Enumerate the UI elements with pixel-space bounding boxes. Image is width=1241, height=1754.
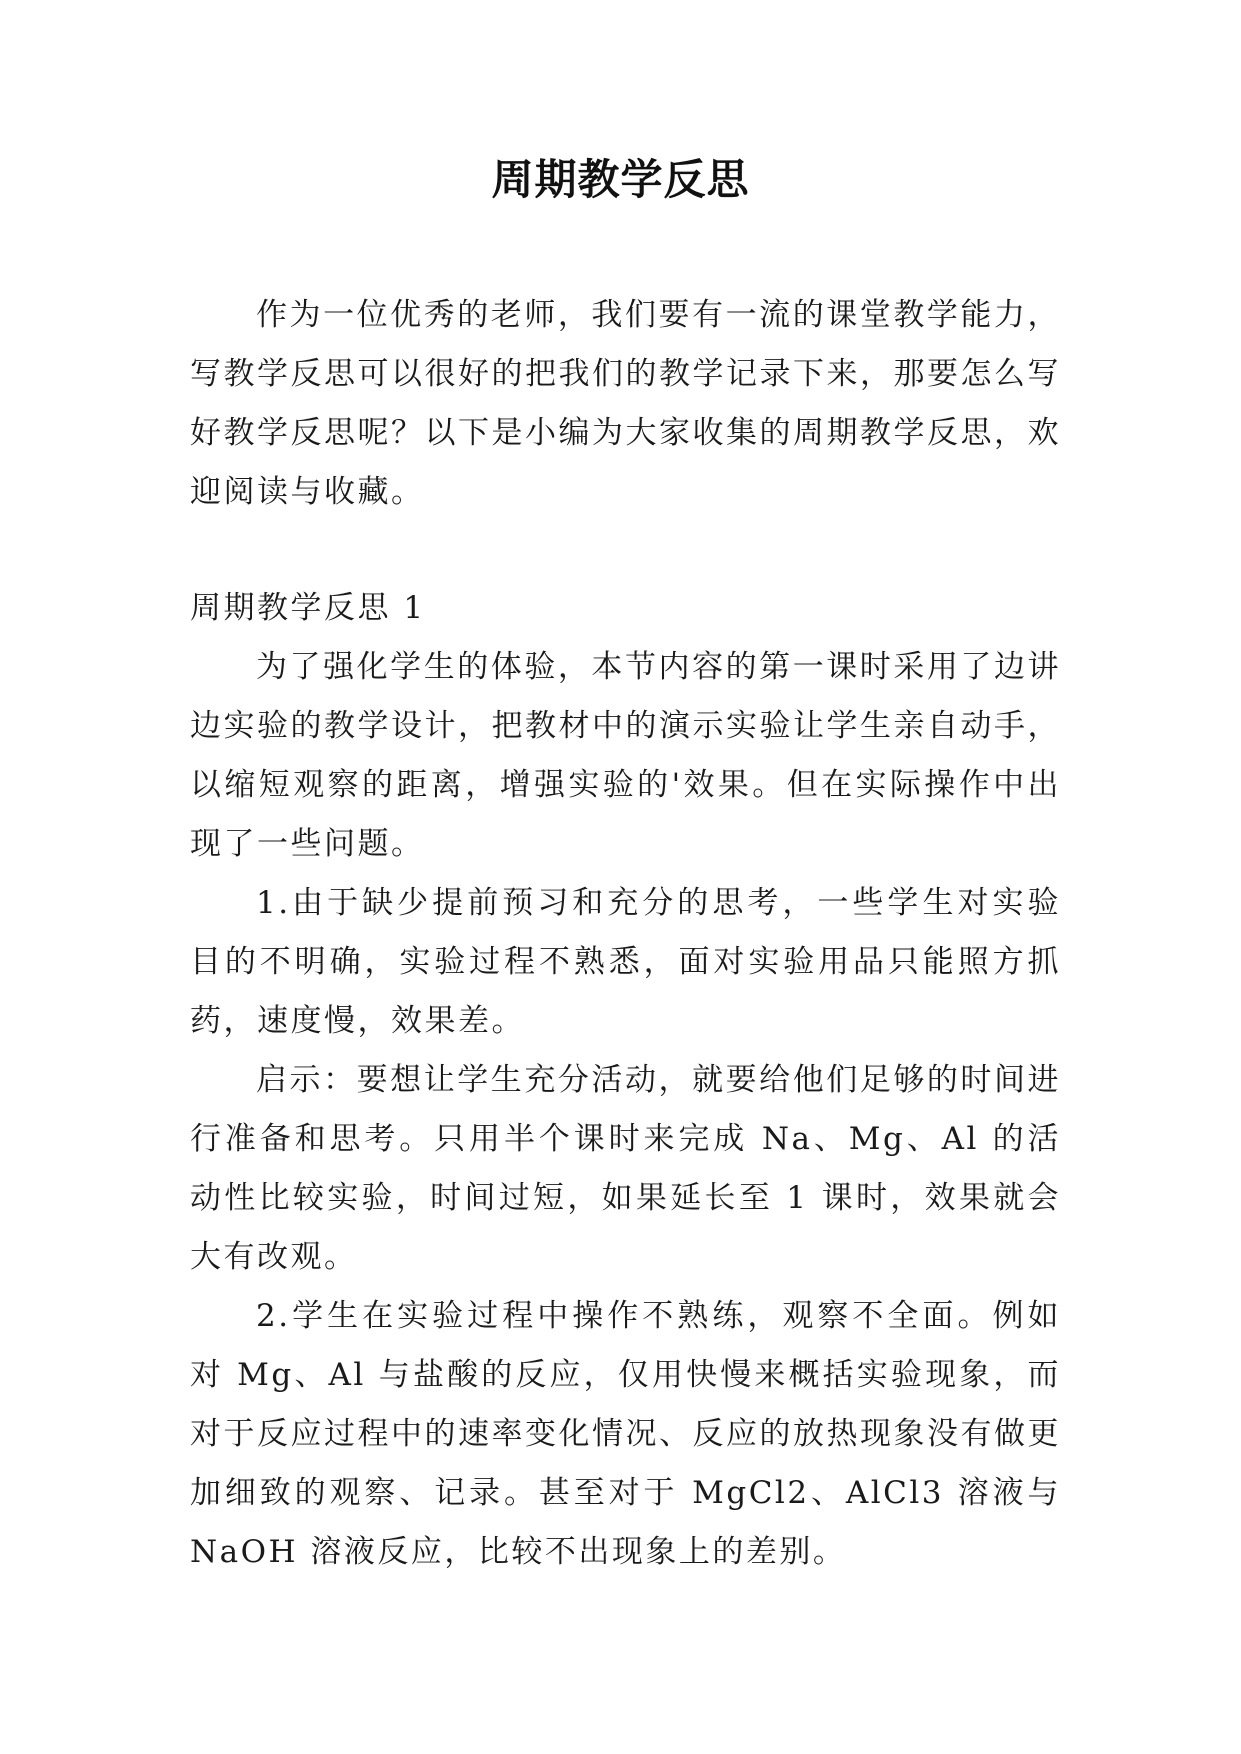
body-paragraph: 1.由于缺少提前预习和充分的思考，一些学生对实验目的不明确，实验过程不熟悉，面对实验用品只能照方抓药，速度慢，效果差。 bbox=[190, 885, 1061, 1039]
intro-paragraph: 作为一位优秀的老师，我们要有一流的课堂教学能力，写教学反思可以很好的把我们的教学记录下来，那要怎么写好教学反思呢？以下是小编为大家收集的周期教学反思，欢迎阅读与收藏。 bbox=[190, 297, 1061, 510]
body-paragraph: 2.学生在实验过程中操作不熟练，观察不全面。例如对 Mg、Al 与盐酸的反应，仅用快慢来概括实验现象，而对于反应过程中的速率变化情况、反应的放热现象没有做更加细致的观察、记录。甚至对于 MgCl2、AlCl3 溶液与 NaOH 溶液反应，比较不出现象上的差别。 bbox=[190, 1298, 1061, 1570]
paragraph-spacer bbox=[190, 522, 1061, 579]
body-paragraph: 启示：要想让学生充分活动，就要给他们足够的时间进行准备和思考。只用半个课时来完成 Na、Mg、Al 的活动性比较实验，时间过短，如果延长至 1 课时，效果就会大有改观。 bbox=[190, 1062, 1061, 1275]
body-paragraph: 为了强化学生的体验，本节内容的第一课时采用了边讲边实验的教学设计，把教材中的演示实验让学生亲自动手，以缩短观察的距离，增强实验的'效果。但在实际操作中出现了一些问题。 bbox=[190, 649, 1061, 862]
section-heading: 周期教学反思 1 bbox=[190, 590, 426, 626]
document-title: 周期教学反思 bbox=[491, 155, 750, 204]
document-body bbox=[190, 286, 1061, 1582]
